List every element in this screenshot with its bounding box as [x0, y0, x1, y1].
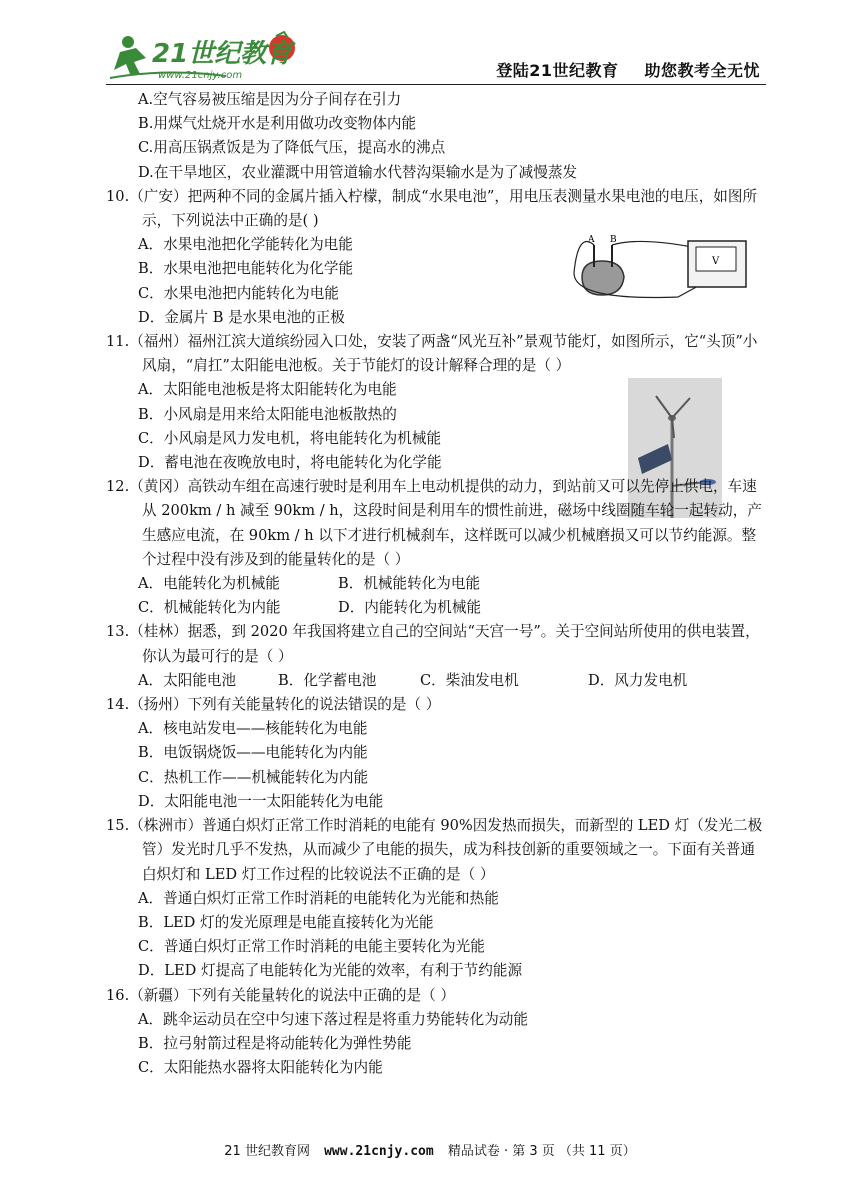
q15-option-c: C．普通白炽灯正常工作时消耗的电能主要转化为光能 [138, 938, 485, 956]
q14-option-a: A．核电站发电——核能转化为电能 [138, 720, 368, 738]
q12-option-b: B．机械能转化为电能 [338, 575, 481, 593]
label-a: A [588, 234, 595, 245]
q16-option-b: B．拉弓射箭过程是将动能转化为弹性势能 [138, 1034, 412, 1052]
question-13 [106, 620, 766, 693]
header-rule [106, 84, 766, 85]
q13-option-d: D．风力发电机 [588, 671, 688, 689]
q11-stem: 11.（福州）福州江滨大道缤纷园入口处，安装了两盏“风光互补”景观节能灯，如图所示，它“头顶”小风扇，“肩扛”太阳能电池板。关于节能灯的设计解释合理的是（ ） [106, 333, 758, 375]
q14-option-b: B．电饭锅烧饭——电能转化为内能 [138, 744, 368, 762]
q15-option-a: A．普通白炽灯正常工作时消耗的电能转化为光能和热能 [138, 889, 499, 907]
question-list [106, 88, 766, 1080]
footer-left: 21 世纪教育网 [224, 1144, 310, 1159]
slogan-right: 助您教考全无忧 [644, 61, 760, 80]
question-14 [106, 693, 766, 814]
logo [106, 28, 316, 86]
header-slogan [496, 58, 760, 81]
q10-option-c: C．水果电池把内能转化为电能 [138, 284, 339, 302]
page-footer [0, 1140, 860, 1159]
slogan-left: 登陆21世纪教育 [496, 61, 619, 80]
q16-option-a: A．跳伞运动员在空中匀速下落过程是将重力势能转化为动能 [138, 1010, 528, 1028]
logo-url: www.21cnjy.com [158, 70, 243, 81]
q11-option-c: C．小风扇是风力发电机，将电能转化为机械能 [138, 429, 442, 447]
fruit-battery-figure [568, 233, 752, 303]
question-10 [106, 185, 766, 330]
q13-option-b: B．化学蓄电池 [278, 671, 377, 689]
logo-text: 21世纪教育 [152, 39, 293, 69]
page-header [96, 28, 766, 88]
q15-stem: 15.（株洲市）普通白炽灯正常工作时消耗的电能有 90%因发热而损失，而新型的 LED 灯（发光二极管）发光时几乎不发热，从而减少了电能的损失，成为科技创新的重要领域之一。下面有关普通白炽灯和 LED 灯工作过程的比较说法不正确的是（ ） [106, 817, 763, 883]
q15-option-b: B．LED 灯的发光原理是电能直接转化为光能 [138, 913, 434, 931]
meter-label: V [712, 255, 720, 267]
question-9 [106, 88, 766, 185]
q12-options-row-1 [106, 572, 766, 596]
label-b: B [610, 234, 617, 245]
question-11 [106, 330, 766, 475]
q16-option-c: C．太阳能热水器将太阳能转化为内能 [138, 1059, 383, 1077]
q11-option-b: B．小风扇是用来给太阳能电池板散热的 [138, 405, 397, 423]
footer-page-info: 精品试卷 · 第 3 页 （共 11 页） [447, 1144, 636, 1159]
q13-stem: 13.（桂林）据悉，到 2020 年我国将建立自己的空间站“天宫一号”。关于空间站所使用的供电装置，你认为最可行的是（ ） [106, 623, 760, 665]
q12-stem: 12.（黄冈）高铁动车组在高速行驶时是利用车上电动机提供的动力，到站前又可以先停止供电，车速从 200km / h 减至 90km / h，这段时间是利用车的惯性前进，磁场中线圈随车轮一起转动，产生感应电流，在 90km / h 以下才进行机械刹车，这样既可以减少机械磨损又可以节约能源。整个过程中没有涉及到的能量转化的是（ ） [106, 478, 762, 568]
q10-stem: 10.（广安）把两种不同的金属片插入柠檬，制成“水果电池”，用电压表测量水果电池的电压，如图所示，下列说法中正确的是( ) [106, 187, 758, 230]
q12-option-a: A．电能转化为机械能 [138, 575, 280, 593]
q12-options-row-2 [106, 596, 766, 620]
q14-option-d: D．太阳能电池一一太阳能转化为电能 [138, 792, 384, 810]
q10-option-d: D．金属片 B 是水果电池的正极 [138, 308, 345, 326]
question-15 [106, 814, 766, 983]
q12-option-d: D．内能转化为机械能 [338, 599, 482, 617]
q14-option-c: C．热机工作——机械能转化为内能 [138, 768, 369, 786]
q13-options-row [106, 669, 766, 693]
q14-stem: 14.（扬州）下列有关能量转化的说法错误的是（ ） [106, 696, 441, 714]
q9-option-c: C.用高压锅煮饭是为了降低气压，提高水的沸点 [138, 139, 446, 157]
q10-option-a: A．水果电池把化学能转化为电能 [138, 236, 353, 254]
footer-site: www.21cnjy.com [324, 1144, 434, 1159]
question-12 [106, 475, 766, 620]
q9-option-a: A.空气容易被压缩是因为分子间存在引力 [138, 91, 402, 108]
q9-option-b: B.用煤气灶烧开水是利用做功改变物体内能 [138, 115, 417, 133]
q11-option-a: A．太阳能电池板是将太阳能转化为电能 [138, 381, 397, 399]
q13-option-a: A．太阳能电池 [138, 671, 237, 689]
question-16 [106, 984, 766, 1081]
q15-option-d: D．LED 灯提高了电能转化为光能的效率，有利于节约能源 [138, 962, 523, 980]
q16-stem: 16.（新疆）下列有关能量转化的说法中正确的是（ ） [106, 986, 455, 1004]
q9-option-d: D.在干旱地区，农业灌溉中用管道输水代替沟渠输水是为了减慢蒸发 [138, 163, 578, 181]
q10-option-b: B．水果电池把电能转化为化学能 [138, 260, 354, 278]
q11-option-d: D．蓄电池在夜晚放电时，将电能转化为化学能 [138, 454, 442, 472]
q12-option-c: C．机械能转化为内能 [138, 599, 281, 617]
q13-option-c: C．柴油发电机 [420, 671, 519, 689]
